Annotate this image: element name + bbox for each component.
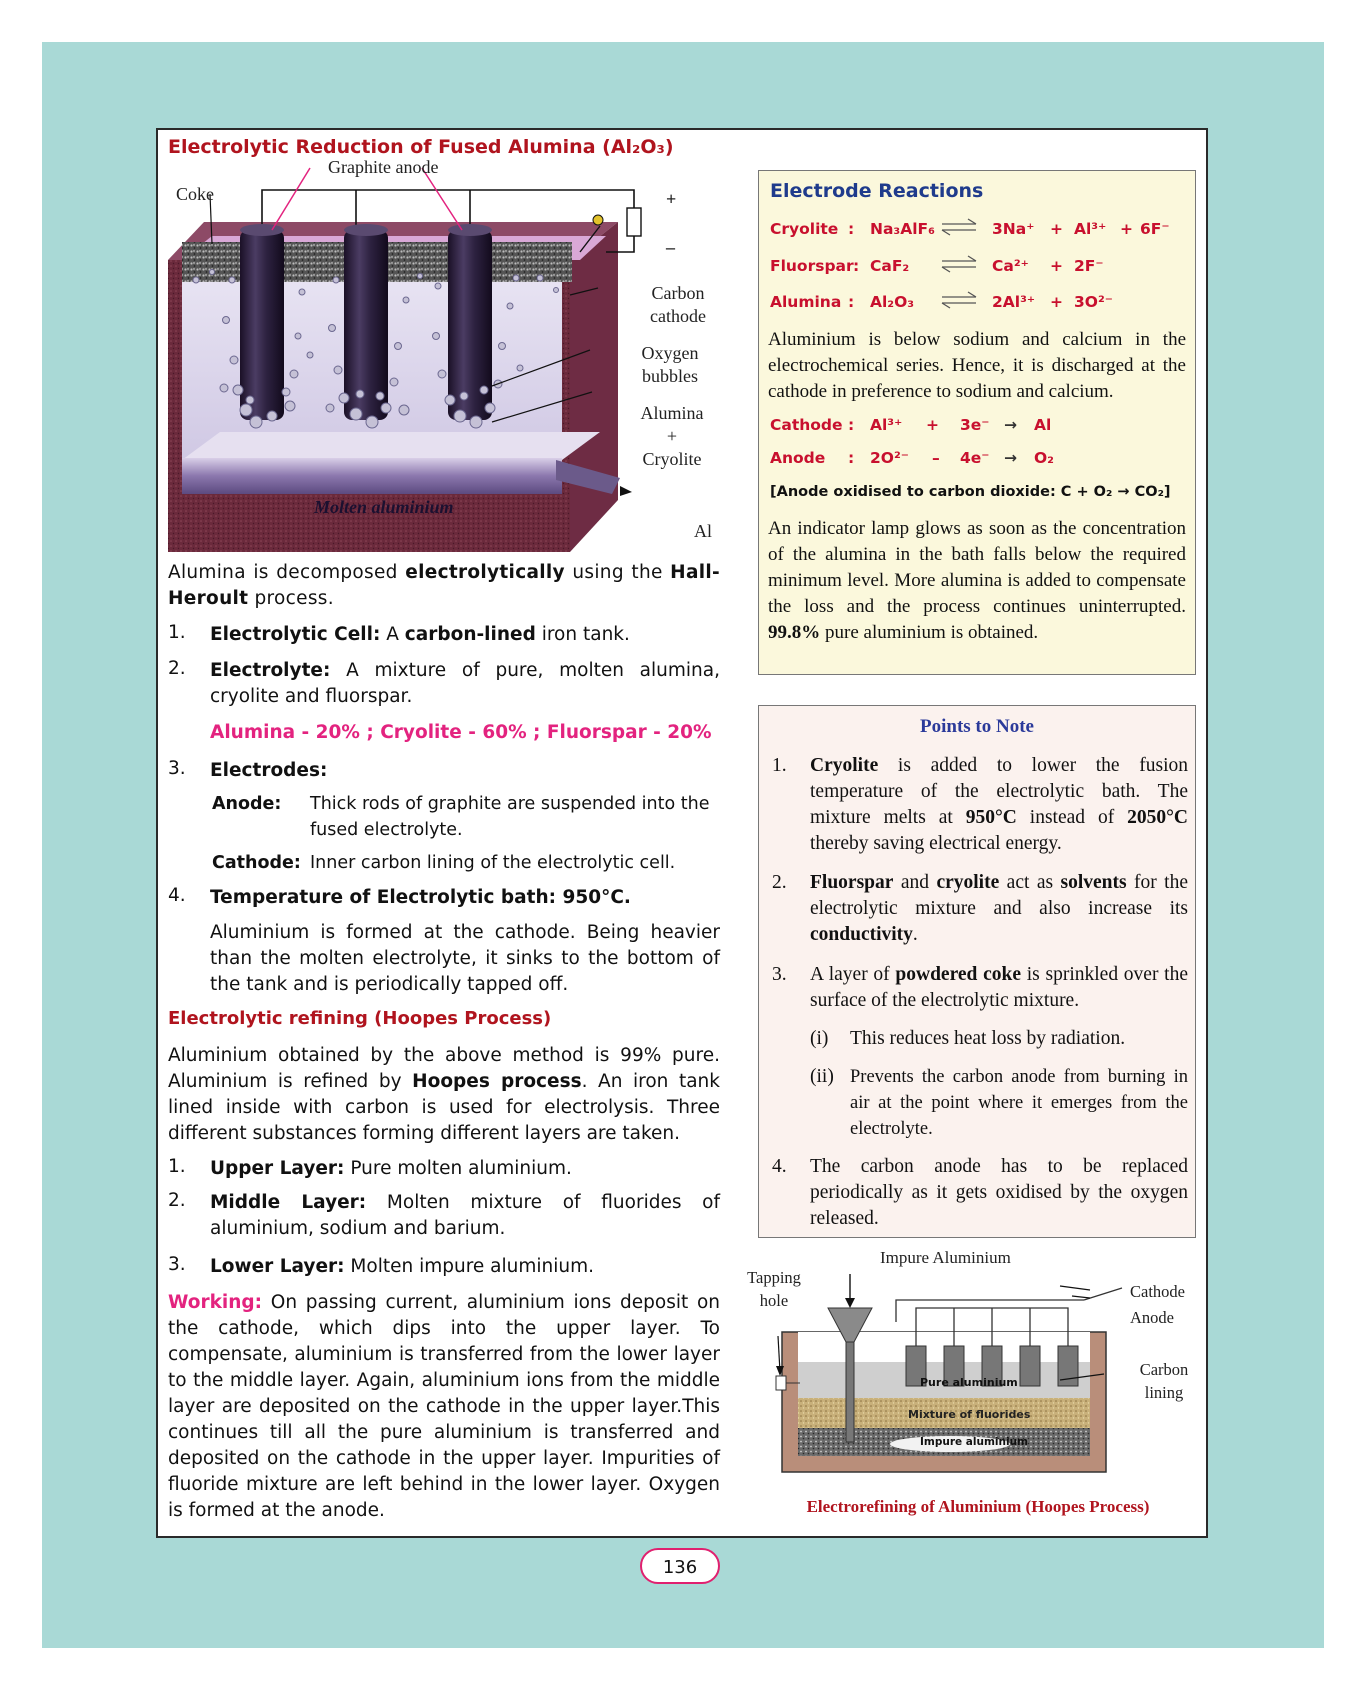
colon: : [848, 449, 855, 467]
product: Ca²⁺ [992, 257, 1029, 275]
colon: : [848, 220, 855, 238]
molten-aluminium-layer [182, 458, 562, 494]
anode-reaction-name: Anode [770, 449, 826, 467]
product: 3O²⁻ [1074, 293, 1113, 311]
label-carbon-cathode: Carbon cathode [650, 283, 706, 326]
reactions-paragraph-1: Aluminium is below sodium and calcium in the electrochemical series. Hence, it is discharged at the cathode in preference to sodium and calcium. [768, 329, 1186, 402]
label-anode: Anode [1130, 1308, 1174, 1327]
arrow: → [1004, 449, 1017, 467]
label-cathode: Cathode [1130, 1282, 1185, 1301]
item-number: 1. [168, 1156, 186, 1177]
colon: : [848, 416, 855, 434]
plus: + [1050, 220, 1063, 238]
product: Al³⁺ [1074, 220, 1107, 238]
cathode-reaction-name: Cathode [770, 416, 843, 434]
plus: + [1120, 220, 1133, 238]
plus: + [1050, 293, 1063, 311]
reactant: 2O²⁻ [870, 449, 909, 467]
label-pure-aluminium-layer: Pure aluminium [920, 1376, 1018, 1389]
indicator-lamp-icon [593, 215, 603, 225]
point-3: A layer of powdered coke is sprinkled over the surface of the electrolytic mixture. [810, 964, 1188, 1011]
point-number: 3. [772, 964, 787, 985]
electrons: 4e⁻ [960, 449, 990, 467]
electrons: 3e⁻ [960, 416, 990, 434]
product: 2Al³⁺ [992, 293, 1036, 311]
product: O₂ [1034, 449, 1054, 467]
anode-text: Thick rods of graphite are suspended into the fused electrolyte. [310, 794, 710, 840]
label-oxygen-bubbles: Oxygen bubbles [641, 343, 699, 386]
label-coke: Coke [176, 184, 214, 204]
page-number: 136 [640, 1548, 720, 1584]
equilibrium-arrow-icon [940, 218, 978, 236]
point-1: Cryolite is added to lower the fusion temperature of the electrolytic bath. The mixture melts at 950°C instead of 2050°C thereby saving electrical energy. [810, 755, 1188, 854]
label-impure-aluminium-layer: Impure aluminium [920, 1436, 1028, 1448]
label-molten-aluminium: Molten aluminium [314, 497, 454, 517]
operator: + [926, 416, 939, 434]
product: Al [1034, 416, 1052, 434]
colon: : [848, 293, 855, 311]
item-number: 4. [168, 885, 186, 906]
refining-heading: Electrolytic refining (Hoopes Process) [168, 1008, 552, 1029]
product: 3Na⁺ [992, 220, 1035, 238]
tapping-hole [776, 1376, 786, 1390]
cathode-text: Inner carbon lining of the electrolytic cell. [310, 853, 676, 873]
colon: : [853, 257, 860, 275]
page-title: Electrolytic Reduction of Fused Alumina (Al₂O₃) [168, 136, 674, 158]
reaction-fluorspar-lhs: CaF₂ [870, 257, 910, 275]
layer-lower: Lower Layer: Molten impure aluminium. [210, 1256, 595, 1277]
reactant: Al³⁺ [870, 416, 903, 434]
item-electrolyte: Electrolyte: A mixture of pure, molten alumina, cryolite and fluorspar. [210, 660, 720, 707]
cathode-label: Cathode: [212, 853, 301, 873]
arrow: → [1004, 416, 1017, 434]
points-heading: Points to Note [920, 716, 1034, 737]
plus: + [1050, 257, 1063, 275]
item-electrolytic-cell: Electrolytic Cell: A carbon-lined iron tank. [210, 624, 630, 645]
label-tapping-hole: Tapping hole [747, 1268, 801, 1310]
point-4: The carbon anode has to be replaced periodically as it gets oxidised by the oxygen released. [810, 1156, 1188, 1229]
subpoint-number: (i) [810, 1028, 829, 1049]
subpoint-number: (ii) [810, 1066, 834, 1087]
reaction-cryolite-lhs: Na₃AlF₆ [870, 220, 935, 238]
anode-oxidation-note: [Anode oxidised to carbon dioxide: C + O₂ → CO₂] [770, 484, 1171, 500]
item-number: 2. [168, 658, 186, 679]
product: 2F⁻ [1074, 257, 1104, 275]
item-number: 2. [168, 1190, 186, 1211]
label-graphite-anode: Graphite anode [328, 157, 439, 177]
item-number: 3. [168, 1254, 186, 1275]
intro-paragraph: Alumina is decomposed electrolytically using the Hall-Heroult process. [168, 562, 720, 609]
label-minus: – [666, 237, 675, 257]
graphite-anode-rods [240, 224, 492, 420]
label-alumina-cryolite: Alumina + Cryolite [640, 403, 704, 469]
item-temperature: Temperature of Electrolytic bath: 950°C. [210, 887, 631, 908]
item-electrodes: Electrodes: [210, 760, 328, 781]
working-paragraph: Working: On passing current, aluminium ions deposit on the cathode, which dips into the upper layer. To compensate, aluminium is transferred from the lower layer to the middle layer. Again, aluminium ions from the middle layer are deposited on the cathode in the upper layer.This continues till all the pure aluminium is transferred and deposited on the cathode in the upper layer. Impurities of fluoride mixture are left behind in the lower layer. Oxygen is formed at the anode. [168, 1292, 720, 1521]
label-impure-aluminium: Impure Aluminium [880, 1248, 1011, 1267]
reaction-cryolite-name: Cryolite [770, 220, 839, 238]
reaction-fluorspar-name: Fluorspar [770, 257, 854, 275]
reactions-paragraph-2: An indicator lamp glows as soon as the concentration of the alumina in the bath falls below the required minimum level. More alumina is added to compensate the loss and the process continues uninterrupted. 99.8% pure aluminium is obtained. [768, 518, 1186, 643]
anode-label: Anode: [212, 794, 282, 814]
point-3-i: This reduces heat loss by radiation. [850, 1028, 1126, 1049]
point-number: 2. [772, 872, 787, 893]
point-number: 1. [772, 755, 787, 776]
point-number: 4. [772, 1156, 787, 1177]
layer-upper: Upper Layer: Pure molten aluminium. [210, 1158, 572, 1179]
reaction-alumina-lhs: Al₂O₃ [870, 293, 915, 311]
layer-middle: Middle Layer: Molten mixture of fluorides of aluminium, sodium and barium. [210, 1192, 720, 1239]
reaction-alumina-name: Alumina [770, 293, 842, 311]
item-number: 1. [168, 622, 186, 643]
point-2: Fluorspar and cryolite act as solvents for the electrolytic mixture and also increase its conductivity. [810, 872, 1189, 945]
operator: – [932, 449, 940, 467]
resistor-icon [627, 208, 641, 236]
refining-paragraph: Aluminium obtained by the above method is 99% pure. Aluminium is refined by Hoopes process. An iron tank lined inside with carbon is used for electrolysis. Three different substances forming different layers are taken. [168, 1045, 720, 1144]
label-carbon-lining: Carbon lining [1139, 1360, 1189, 1402]
product: 6F⁻ [1140, 220, 1170, 238]
label-al: Al [694, 521, 712, 541]
reactions-heading: Electrode Reactions [770, 180, 984, 202]
label-fluorides-layer: Mixture of fluorides [908, 1408, 1031, 1421]
hoopes-caption: Electrorefining of Aluminium (Hoopes Process) [806, 1497, 1150, 1516]
equilibrium-arrow-icon [940, 291, 978, 309]
point-3-ii: Prevents the carbon anode from burning in air at the point where it emerges from the electrolyte. [850, 1067, 1188, 1139]
equilibrium-arrow-icon [940, 255, 978, 273]
label-plus: + [666, 189, 677, 209]
item-number: 3. [168, 758, 186, 779]
temperature-paragraph: Aluminium is formed at the cathode. Being heavier than the molten electrolyte, it sinks to the bottom of the tank and is periodically tapped off. [210, 922, 720, 995]
composition-line: Alumina - 20% ; Cryolite - 60% ; Fluorspar - 20% [210, 722, 712, 743]
